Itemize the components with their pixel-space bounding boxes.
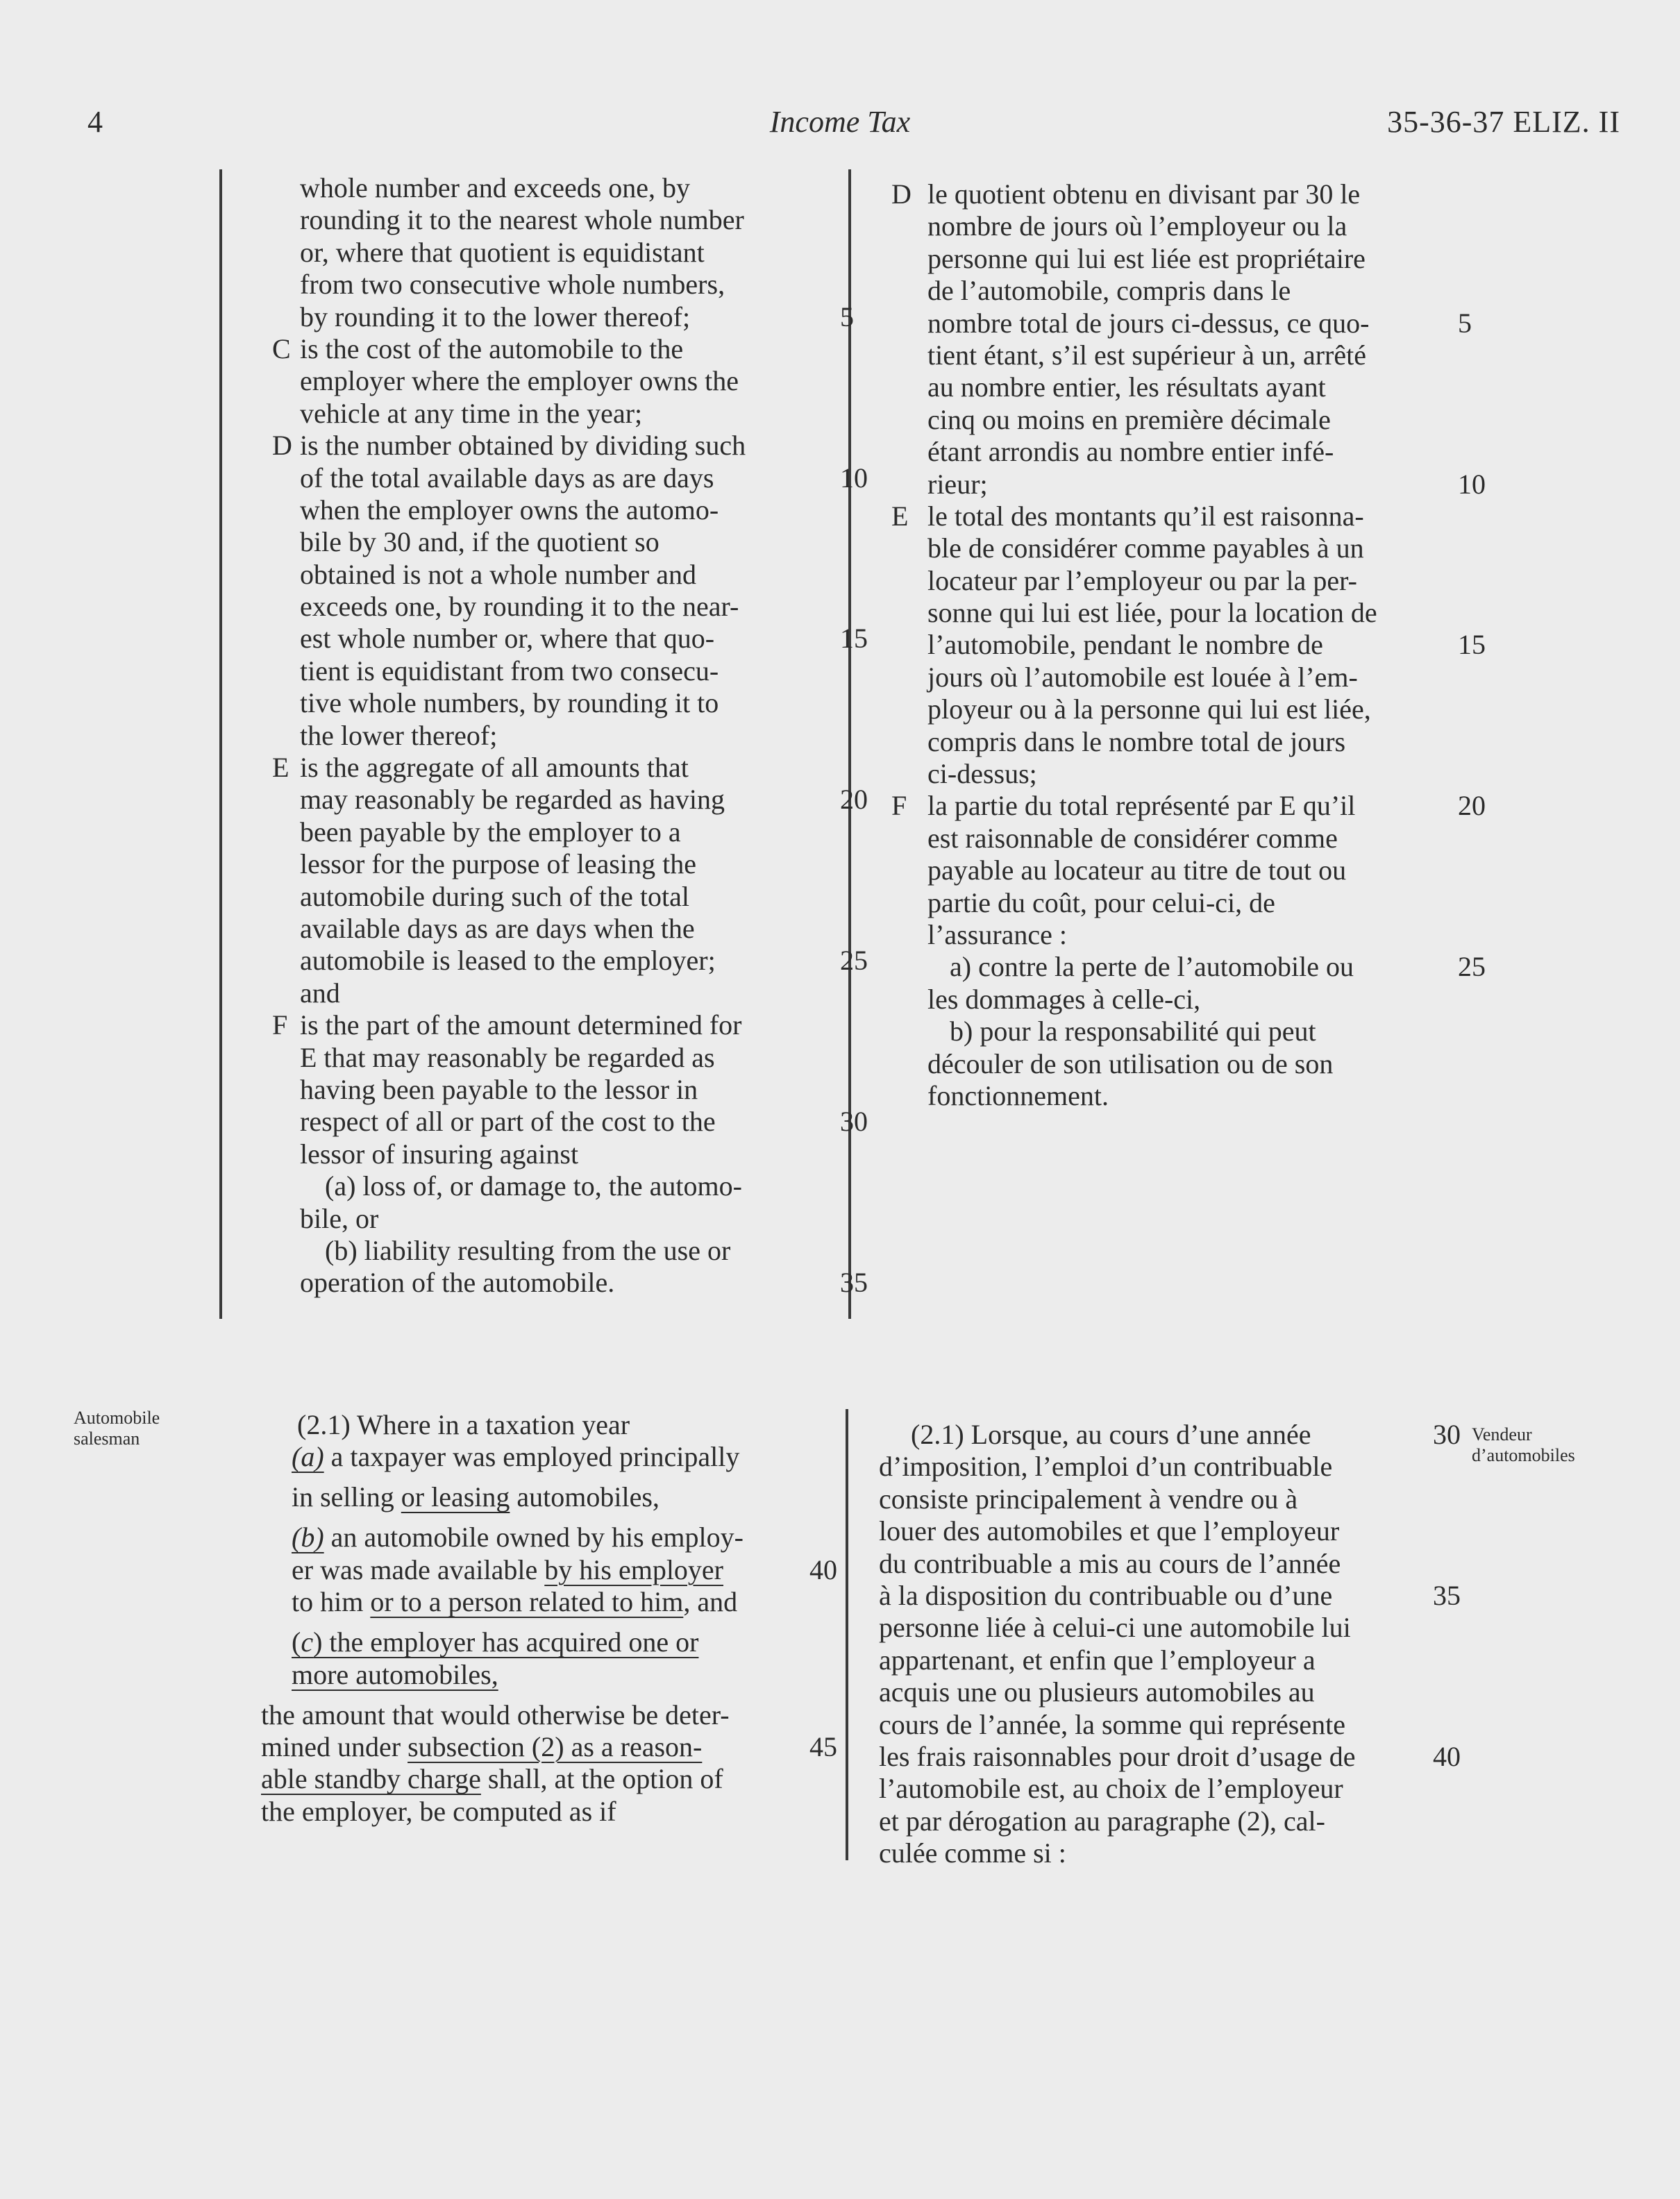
line-number: 25 <box>840 945 868 977</box>
line-text: operation of the automobile. <box>300 1267 615 1299</box>
section-line <box>879 1676 1476 1708</box>
line-text: (a) loss of, or damage to, the automo- <box>325 1170 742 1202</box>
section-line <box>879 1580 1476 1612</box>
line-text: consiste principalement à vendre ou à <box>879 1483 1298 1515</box>
line-text: rounding it to the nearest whole number <box>300 204 744 236</box>
line-number: 35 <box>840 1267 868 1299</box>
section-line <box>879 1548 1476 1580</box>
line-text: obtained is not a whole number and <box>300 558 696 590</box>
text-line <box>264 687 854 719</box>
line-text: or, where that quotient is equidistant <box>300 236 705 268</box>
section-line: the amount that would otherwise be deter- <box>261 1699 730 1730</box>
text-line <box>264 623 868 655</box>
line-text: (2.1) Lorsque, au cours d’une année <box>911 1419 1311 1450</box>
section-line: (b) an automobile owned by his employ- <box>292 1522 744 1553</box>
text-line <box>264 1138 854 1170</box>
section-line <box>879 1773 1476 1805</box>
section-line: er was made available by his employer 40 <box>292 1553 837 1585</box>
section-line: to him or to a person related to him, and <box>292 1586 738 1618</box>
line-text: personne qui lui est liée est propriétaire <box>927 242 1366 274</box>
text-line <box>889 823 1486 854</box>
line-text: les dommages à celle-ci, <box>927 983 1201 1015</box>
line-text: from two consecutive whole numbers, <box>300 269 725 301</box>
line-text: may reasonably be regarded as having <box>300 784 725 816</box>
line-text: nombre total de jours ci-dessus, ce quo- <box>927 307 1370 339</box>
line-text: cinq ou moins en première décimale <box>927 403 1331 435</box>
text-line <box>889 693 1486 725</box>
line-text: compris dans le nombre total de jours <box>927 725 1346 757</box>
text-line <box>889 210 1486 242</box>
line-text: automobile during such of the total <box>300 880 689 912</box>
section-line: mined under subsection (2) as a reason- 45 <box>261 1730 837 1762</box>
text-line <box>889 726 1486 758</box>
line-text: bile, or <box>300 1202 379 1234</box>
line-text: been payable by the employer to a <box>300 816 681 848</box>
text-line <box>264 816 854 848</box>
section-line <box>879 1515 1476 1547</box>
text-line <box>264 655 854 687</box>
text-line <box>264 1203 854 1235</box>
left-margin-rule <box>219 169 222 1319</box>
line-number: 10 <box>1458 468 1486 500</box>
line-text: fonctionnement. <box>927 1079 1109 1111</box>
text-line <box>264 913 854 945</box>
line-text: culée comme si : <box>879 1837 1066 1869</box>
text-line <box>264 752 854 784</box>
line-text: and <box>300 977 340 1009</box>
text-line <box>889 436 1486 468</box>
text-line <box>889 565 1486 597</box>
text-line <box>264 462 868 494</box>
line-text: partie du coût, pour celui-ci, de <box>927 886 1275 918</box>
text-line <box>889 597 1486 629</box>
section-line <box>879 1419 1476 1451</box>
text-line <box>889 951 1486 983</box>
text-line <box>889 758 1486 790</box>
line-text: tient étant, s’il est supérieur à un, arrêté <box>927 339 1366 371</box>
text-line <box>889 178 1486 210</box>
text-line <box>264 720 854 752</box>
section-line <box>879 1709 1476 1741</box>
section-line <box>879 1483 1476 1515</box>
line-text: l’assurance : <box>927 918 1068 950</box>
line-text: et par dérogation au paragraphe (2), cal- <box>879 1805 1325 1837</box>
line-text: nombre de jours où l’employeur ou la <box>927 210 1347 242</box>
line-number: 20 <box>1458 790 1486 822</box>
line-text: rieur; <box>927 468 988 500</box>
line-number: 15 <box>840 623 868 655</box>
line-text: when the employer owns the automo- <box>300 494 719 525</box>
line-text: b) pour la responsabilité qui peut <box>950 1016 1316 1047</box>
definition-letter: D <box>891 178 912 210</box>
text-line <box>264 848 854 880</box>
english-definitions <box>264 172 868 1299</box>
line-text: cours de l’année, la somme qui représente <box>879 1708 1345 1740</box>
line-text: ployeur ou à la personne qui lui est liée, <box>927 693 1371 725</box>
text-line <box>264 494 854 526</box>
section-line <box>879 1612 1476 1644</box>
line-text: est raisonnable de considérer comme <box>927 822 1338 854</box>
line-text: l’automobile est, au choix de l’employeur <box>879 1773 1343 1805</box>
line-text: découler de son utilisation ou de son <box>927 1047 1334 1079</box>
section-line <box>879 1805 1476 1837</box>
text-line <box>889 919 1486 951</box>
line-number: 20 <box>840 784 868 816</box>
line-text: le total des montants qu’il est raisonna- <box>927 500 1364 532</box>
text-line <box>264 881 854 913</box>
line-number: 5 <box>840 301 854 332</box>
line-text: E that may reasonably be regarded as <box>300 1041 715 1073</box>
line-text: tive whole numbers, by rounding it to <box>300 687 719 719</box>
text-line <box>264 269 854 301</box>
text-line <box>264 1267 868 1299</box>
text-line <box>264 526 854 558</box>
line-text: ci-dessus; <box>927 758 1037 790</box>
line-text: employer where the employer owns the <box>300 365 739 397</box>
line-text: d’imposition, l’emploi d’un contribuable <box>879 1451 1333 1483</box>
text-line <box>264 301 854 333</box>
line-text: les frais raisonnables pour droit d’usage de <box>879 1740 1356 1772</box>
english-section-2-1 <box>261 1409 851 1828</box>
line-text: étant arrondis au nombre entier infé- <box>927 436 1334 468</box>
line-text: tient is equidistant from two consecu- <box>300 655 719 686</box>
line-text: a) contre la perte de l’automobile ou <box>950 951 1354 983</box>
section-line <box>879 1451 1476 1483</box>
line-text: by rounding it to the lower thereof; <box>300 301 691 332</box>
definition-letter: C <box>272 332 291 364</box>
text-line <box>889 629 1486 661</box>
french-section-2-1 <box>879 1419 1476 1869</box>
line-number: 30 <box>840 1106 868 1138</box>
line-text: le quotient obtenu en divisant par 30 le <box>927 178 1361 210</box>
definition-letter: E <box>272 752 289 784</box>
line-text: au nombre entier, les résultats ayant <box>927 371 1326 403</box>
line-text: à la disposition du contribuable ou d’une <box>879 1579 1333 1611</box>
text-line <box>889 662 1486 693</box>
text-line <box>264 204 854 236</box>
line-text: sonne qui lui est liée, pour la location de <box>927 597 1377 629</box>
definition-letter: F <box>891 790 907 822</box>
section-line: able standby charge shall, at the option of <box>261 1763 723 1795</box>
text-line <box>264 1042 854 1074</box>
statute-reference: 35-36-37 ELIZ. II <box>1387 105 1620 139</box>
text-line <box>264 1074 854 1106</box>
english-margin-note: Automobile salesman <box>74 1408 160 1449</box>
definition-letter: E <box>891 500 909 532</box>
line-text: the lower thereof; <box>300 719 498 751</box>
line-text: available days as are days when the <box>300 912 695 944</box>
text-line <box>264 333 854 365</box>
line-text: of the total available days as are days <box>300 462 714 494</box>
line-text: is the number obtained by dividing such <box>300 430 746 462</box>
line-number: 30 <box>1433 1419 1461 1450</box>
text-line <box>889 854 1486 886</box>
text-line <box>264 784 868 816</box>
section-line: the employer, be computed as if <box>261 1795 616 1827</box>
line-text: locateur par l’employeur ou par la per- <box>927 564 1357 596</box>
text-line <box>889 371 1486 403</box>
text-line <box>889 404 1486 436</box>
line-text: est whole number or, where that quo- <box>300 623 715 655</box>
line-text: whole number and exceeds one, by <box>300 172 691 203</box>
text-line <box>889 469 1486 500</box>
section-line: (2.1) Where in a taxation year <box>297 1409 630 1440</box>
line-text: acquis une ou plusieurs automobiles au <box>879 1676 1315 1708</box>
text-line <box>889 887 1486 919</box>
line-text: exceeds one, by rounding it to the near- <box>300 591 739 623</box>
line-number: 10 <box>840 462 868 494</box>
line-text: is the aggregate of all amounts that <box>300 752 689 784</box>
line-text: l’automobile, pendant le nombre de <box>927 629 1323 661</box>
line-text: having been payable to the lessor in <box>300 1073 698 1105</box>
line-text: is the cost of the automobile to the <box>300 332 684 364</box>
line-text: ble de considérer comme payables à un <box>927 532 1364 564</box>
line-text: automobile is leased to the employer; <box>300 945 716 977</box>
text-line <box>889 1080 1486 1112</box>
line-text: lessor of insuring against <box>300 1138 579 1170</box>
line-text: de l’automobile, compris dans le <box>927 275 1291 307</box>
line-text: bile by 30 and, if the quotient so <box>300 526 660 558</box>
text-line <box>264 1235 854 1267</box>
line-text: is the part of the amount determined for <box>300 1009 742 1041</box>
section-line <box>879 1837 1476 1869</box>
section-line: in selling or leasing automobiles, <box>292 1481 660 1513</box>
text-line <box>889 532 1486 564</box>
line-text: jours où l’automobile est louée à l’em- <box>927 661 1358 693</box>
line-text: du contribuable a mis au cours de l’année <box>879 1547 1341 1579</box>
text-line <box>264 237 854 269</box>
page-number: 4 <box>87 105 103 139</box>
line-text: respect of all or part of the cost to the <box>300 1106 716 1138</box>
definition-letter: D <box>272 430 292 462</box>
line-number: 25 <box>1458 951 1486 983</box>
text-line <box>889 984 1486 1016</box>
line-text: lessor for the purpose of leasing the <box>300 848 696 880</box>
line-text: la partie du total représenté par E qu’il <box>927 790 1356 822</box>
text-line <box>264 365 854 397</box>
line-text: payable au locateur au titre de tout ou <box>927 854 1347 886</box>
text-line <box>264 977 854 1009</box>
text-line <box>264 591 854 623</box>
text-line <box>264 172 854 204</box>
line-text: personne liée à celui-ci une automobile lui <box>879 1612 1351 1644</box>
line-number: 5 <box>1458 307 1472 339</box>
text-line <box>264 1170 854 1202</box>
line-number: 35 <box>1433 1579 1461 1611</box>
text-line <box>889 275 1486 307</box>
line-number: 40 <box>1433 1740 1461 1772</box>
line-text: vehicle at any time in the year; <box>300 397 643 429</box>
text-line <box>264 559 854 591</box>
text-line <box>264 1009 854 1041</box>
text-line <box>889 339 1486 371</box>
line-text: appartenant, et enfin que l’employeur a <box>879 1644 1316 1676</box>
text-line <box>264 1106 868 1138</box>
text-line <box>889 500 1486 532</box>
line-number: 15 <box>1458 629 1486 661</box>
french-definitions <box>889 178 1486 1112</box>
text-line <box>264 945 868 977</box>
section-line: more automobiles, <box>292 1658 498 1690</box>
text-line <box>264 398 854 430</box>
line-text: louer des automobiles et que l’employeur <box>879 1515 1340 1547</box>
text-line <box>264 430 854 462</box>
text-line <box>889 1048 1486 1080</box>
section-line: (a) a taxpayer was employed principally <box>292 1441 740 1473</box>
page-title: Income Tax <box>769 105 911 139</box>
french-margin-note: Vendeur d’automobiles <box>1472 1424 1575 1465</box>
text-line <box>889 1016 1486 1047</box>
text-line <box>889 790 1486 822</box>
definition-letter: F <box>272 1009 288 1041</box>
section-line <box>879 1644 1476 1676</box>
section-line <box>879 1741 1476 1773</box>
section-line: (c) the employer has acquired one or <box>292 1626 699 1658</box>
text-line <box>889 243 1486 275</box>
text-line <box>889 307 1486 339</box>
line-text: (b) liability resulting from the use or <box>325 1234 731 1266</box>
